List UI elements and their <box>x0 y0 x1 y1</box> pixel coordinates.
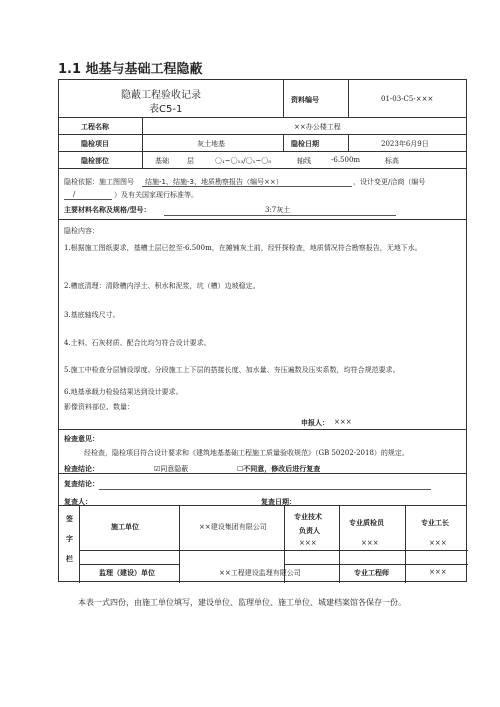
location-axes-unit: 轴线 <box>297 157 311 165</box>
inspection-item-label: 隐检项目 <box>81 140 109 148</box>
divider <box>348 80 349 117</box>
basis-value: 结施-1、结施-3、地质勘察报告（编号××） <box>145 178 283 186</box>
supervision-unit-label: 监理（建设）单位 <box>99 569 155 577</box>
location-floor: 基础 <box>155 157 169 165</box>
signature-section <box>59 505 466 583</box>
construction-unit-value: ××建设集团有限公司 <box>199 523 267 531</box>
section-heading: 1.1 地基与基础工程隐蔽 <box>58 62 203 77</box>
project-name-row <box>59 117 466 134</box>
quality-inspector-label: 专业质检员 <box>349 519 384 527</box>
tech-lead-value: ××× <box>299 539 317 547</box>
opinion-text: 经检查，隐检项目符合设计要求和《建筑地基基础工程施工质量验收规范》（GB 50202-2018）的规定。 <box>84 449 409 457</box>
basis-line2-suffix: ）及有关国家现行标准等。 <box>114 191 198 199</box>
engineer-value: ××× <box>429 568 447 576</box>
form-title: 隐蔽工程验收记录 <box>121 90 201 101</box>
foreman-value: ××× <box>429 539 447 547</box>
declarant-value: ××× <box>334 418 352 426</box>
declarant-label: 申报人： <box>301 419 329 427</box>
location-axes: 〇₁~〇₁₃/〇₁~〇₅ <box>215 157 272 165</box>
content-item-4: 4.土料、石灰材质、配合比均匀符合设计要求。 <box>64 339 211 347</box>
record-no-value: 01-03-C5-××× <box>381 95 434 103</box>
content-item-6: 6.地基承载力检验结果达到设计要求。 <box>64 388 183 396</box>
content-item-2: 2.槽底清理：清除槽内浮土、积水和泥浆，坑（槽）边坡稳定。 <box>64 282 260 290</box>
rechecker-label: 复查人： <box>64 498 92 506</box>
inspection-basis-section <box>59 168 466 219</box>
inspection-content-section <box>59 219 466 414</box>
footer-note: 本表一式四份，由施工单位填写，建设单位、监理单位、施工单位、城建档案馆各保存一份。 <box>78 598 406 607</box>
recheck-label: 复查结论： <box>64 480 99 488</box>
material-value: 3:7灰土 <box>265 206 291 214</box>
quality-inspector-value: ××× <box>361 539 379 547</box>
inspection-location-row <box>59 151 466 168</box>
inspection-item-row <box>59 134 466 151</box>
content-item-5: 5.施工中检查分层铺设厚度、分段施工上下层的搭接长度、加水量、夯压遍数及压实系数，均符合规范要求。 <box>64 366 400 374</box>
concealed-work-acceptance-form <box>58 79 467 582</box>
basis-suffix: ，设计变更/洽商（编号 <box>353 178 426 186</box>
location-elevation-unit: 标高 <box>385 157 399 165</box>
inspection-date-label: 隐检日期 <box>291 140 319 148</box>
inspection-item-value: 灰土地基 <box>197 140 225 148</box>
tech-lead-label: 专业技术 <box>294 513 322 521</box>
sign-col-char-1: 签 <box>66 515 73 523</box>
construction-unit-label: 施工单位 <box>111 523 139 531</box>
recheck-date-label: 复查日期： <box>261 498 296 506</box>
project-name-value: ××办公楼工程 <box>294 123 341 131</box>
form-number: 表C5-1 <box>149 104 183 115</box>
imaging-label: 影像资料部位、数量： <box>64 403 134 411</box>
record-no-label: 资料编号 <box>291 96 319 104</box>
conclusion-label: 检查结论： <box>64 465 99 473</box>
inspection-date-value: 2023年6月9日 <box>381 140 429 148</box>
tech-lead-label-2: 负责人 <box>299 527 320 535</box>
opinion-label: 检查意见： <box>64 435 99 443</box>
material-label: 主要材料名称及规格/型号： <box>64 206 151 214</box>
project-name-label: 工程名称 <box>81 123 109 131</box>
content-item-3: 3.基底轴线尺寸。 <box>64 311 120 319</box>
location-elevation: -6.500m <box>331 156 361 164</box>
foreman-label: 专业工长 <box>421 519 449 527</box>
inspection-opinion-section <box>59 429 466 473</box>
basis-label: 隐检依据：施工图图号 <box>64 178 134 186</box>
supervision-unit-value: ××工程建设监理有限公司 <box>219 569 301 577</box>
sign-col-char-2: 字 <box>66 535 73 543</box>
recheck-section <box>59 473 466 505</box>
divider <box>283 80 284 117</box>
basis-change-value: / <box>73 190 76 198</box>
content-label: 隐检内容： <box>64 227 99 235</box>
sign-col-char-3: 栏 <box>66 555 73 563</box>
conclusion-agree-checkbox[interactable]: ☑同意隐蔽 <box>154 465 189 473</box>
inspection-location-label: 隐检部位 <box>81 157 109 165</box>
conclusion-disagree-checkbox[interactable]: ☐不同意，修改后进行复查 <box>237 465 321 473</box>
location-floor-unit: 层 <box>187 157 194 165</box>
engineer-label: 专业工程师 <box>354 569 389 577</box>
content-item-1: 1.根据施工图纸要求，基槽土层已挖至-6.500m，在摊铺灰土前，经钎探检查，地质情况符合勘察报告，无地下水。 <box>64 244 422 252</box>
